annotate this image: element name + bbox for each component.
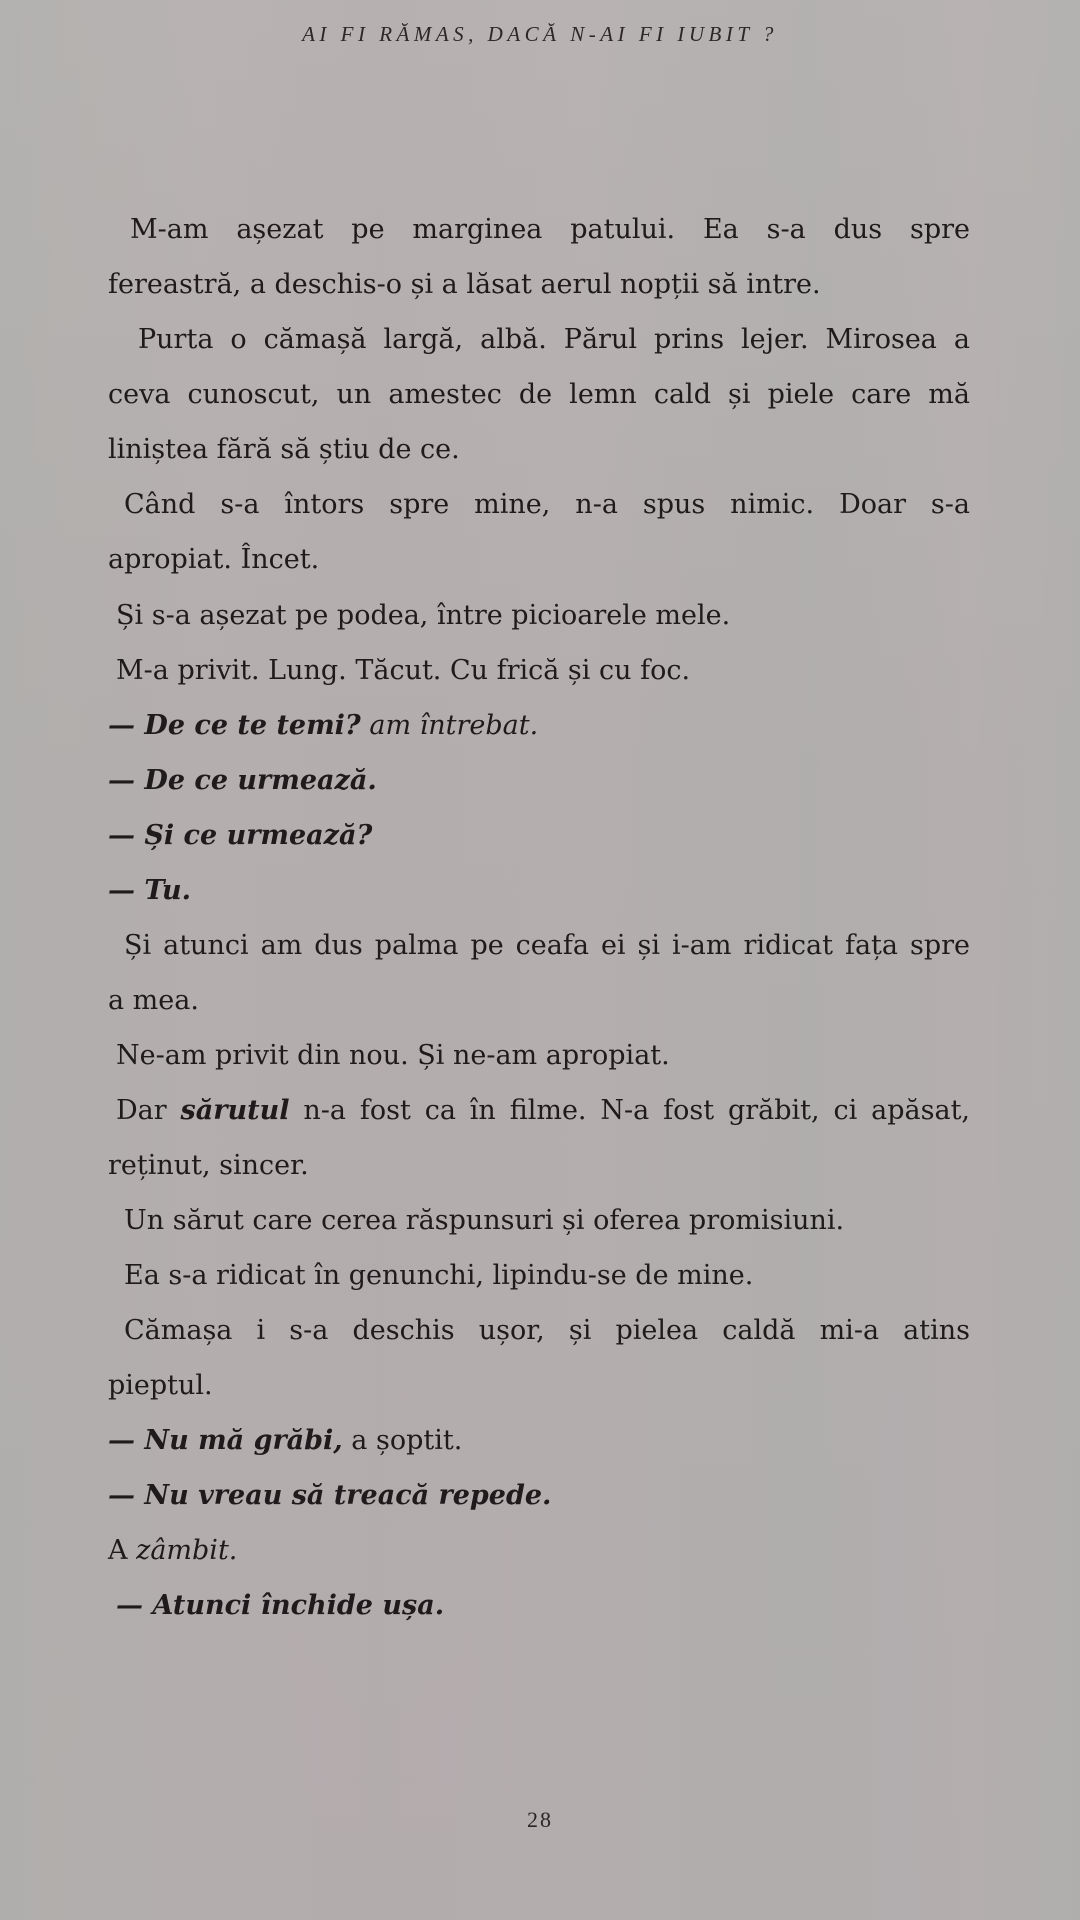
text-fragment: n-a fost ca în filme. N-a fost grăbit, ci apăsat, bbox=[289, 1095, 970, 1126]
text-line bbox=[108, 1531, 970, 1571]
text-line: Un sărut care cerea răspunsuri și oferea promisiuni. bbox=[124, 1205, 845, 1236]
dialogue-speech: — De ce urmează. bbox=[108, 765, 377, 796]
dialogue-line bbox=[108, 871, 970, 911]
dialogue-speech: — Atunci închide ușa. bbox=[116, 1590, 445, 1621]
text-line: M-a privit. Lung. Tăcut. Cu frică și cu foc. bbox=[116, 655, 691, 686]
text-line: Și atunci am dus palma pe ceafa ei și i-am ridicat fața spre bbox=[124, 930, 970, 961]
dialogue-line bbox=[108, 816, 970, 856]
text-line: liniștea fără să știu de ce. bbox=[108, 434, 460, 465]
text-line: pieptul. bbox=[108, 1370, 213, 1401]
text-line: Purta o cămașă largă, albă. Părul prins lejer. Mirosea a bbox=[138, 324, 970, 355]
text-line: Cămașa i s-a deschis ușor, și pielea caldă mi-a atins bbox=[124, 1315, 970, 1346]
text-fragment: Dar bbox=[116, 1095, 181, 1126]
dialogue-line bbox=[108, 1421, 970, 1461]
text-line: Și s-a așezat pe podea, între picioarele mele. bbox=[116, 600, 731, 631]
running-head-title: AI FI RĂMAS, DACĂ N-AI FI IUBIT ? bbox=[302, 22, 778, 46]
dialogue-tag: a șoptit. bbox=[342, 1425, 463, 1456]
dialogue-line bbox=[108, 706, 970, 746]
text-line: Când s-a întors spre mine, n-a spus nimic. Doar s-a bbox=[124, 489, 970, 520]
dialogue-speech: — Nu vreau să treacă repede. bbox=[108, 1480, 552, 1511]
text-line: fereastră, a deschis-o și a lăsat aerul nopții să intre. bbox=[108, 269, 821, 300]
text-line: M-am așezat pe marginea patului. Ea s-a dus spre bbox=[130, 214, 970, 245]
dialogue-line bbox=[108, 761, 970, 801]
dialogue-line bbox=[116, 1586, 970, 1626]
text-line bbox=[116, 1091, 970, 1131]
dialogue-speech: — Și ce urmează? bbox=[108, 820, 373, 851]
text-fragment-italic: zâmbit. bbox=[136, 1535, 238, 1566]
text-fragment: A bbox=[108, 1535, 137, 1566]
dialogue-line bbox=[108, 1476, 970, 1516]
text-line: Ne-am privit din nou. Și ne-am apropiat. bbox=[116, 1040, 670, 1071]
dialogue-speech: — Tu. bbox=[108, 875, 192, 906]
text-line: reținut, sincer. bbox=[108, 1150, 309, 1181]
dialogue-speech: — Nu mă grăbi, bbox=[108, 1425, 343, 1456]
text-line: ceva cunoscut, un amestec de lemn cald și piele care mă bbox=[108, 379, 970, 410]
dialogue-speech: — De ce te temi? bbox=[108, 710, 361, 741]
text-line: a mea. bbox=[108, 985, 199, 1016]
page-number: 28 bbox=[527, 1807, 553, 1832]
dialogue-tag: am întrebat. bbox=[360, 710, 539, 741]
text-line: Ea s-a ridicat în genunchi, lipindu-se de mine. bbox=[124, 1260, 754, 1291]
emphasis-word: sărutul bbox=[180, 1095, 290, 1126]
text-line: apropiat. Încet. bbox=[108, 544, 320, 575]
